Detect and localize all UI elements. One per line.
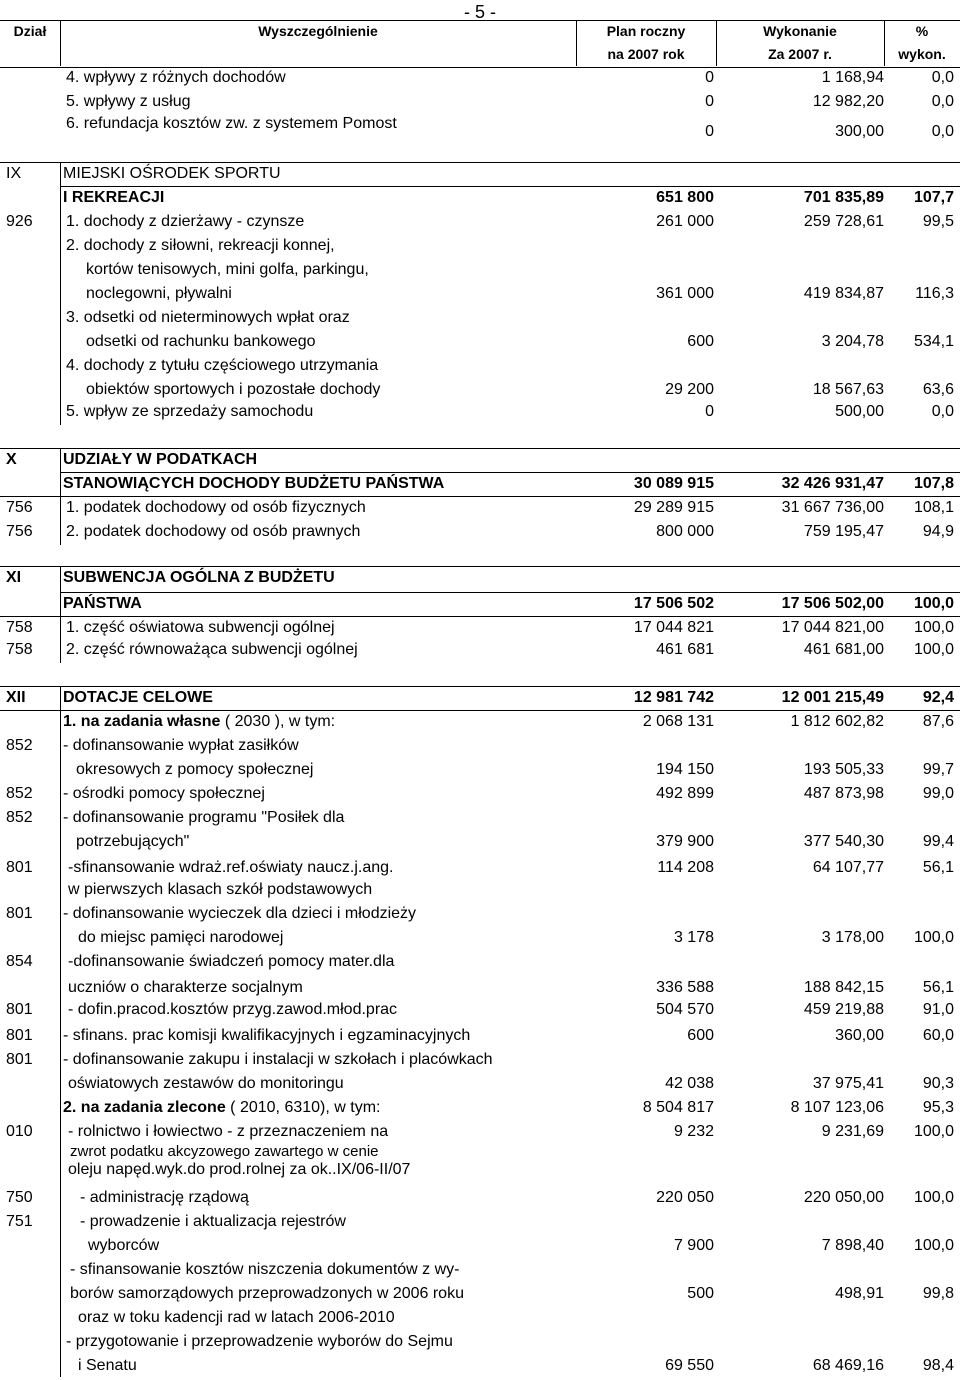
cell-description: [66, 616, 335, 640]
cell-wykonanie: 259 728,61: [803, 213, 884, 230]
cell-pct: 100,0: [913, 1189, 954, 1206]
cell-description-text: - ośrodki pomocy społecznej: [63, 785, 265, 802]
cell-pct: 0,0: [931, 93, 954, 110]
cell-description: [86, 330, 316, 354]
cell-description: [68, 1072, 344, 1096]
cell-wykonanie: 377 540,30: [803, 833, 884, 850]
cell-description: [66, 400, 313, 424]
cell-pct: 534,1: [913, 333, 954, 350]
cell-description: [80, 1210, 346, 1234]
cell-wykonanie: 1 168,94: [821, 69, 884, 86]
table-row: [0, 234, 960, 258]
table-row: [0, 66, 960, 90]
cell-description-text: - dofin.pracod.kosztów przyg.zawod.młod.prac: [68, 1001, 398, 1018]
cell-description-text: - dofinansowanie zakupu i instalacji w szkołach i placówkach: [63, 1051, 493, 1068]
cell-wykonanie: 500,00: [835, 403, 884, 420]
cell-pct: 95,3: [922, 1099, 954, 1116]
cell-description-text: 3. odsetki od nieterminowych wpłat oraz: [66, 309, 350, 326]
cell-description-bold: 2. na zadania zlecone: [63, 1099, 226, 1116]
cell-description-text: - dofinansowanie programu "Posiłek dla: [63, 809, 345, 826]
cell-pct: 98,4: [922, 1357, 954, 1374]
table-row: [0, 258, 960, 282]
cell-plan: 2 068 131: [642, 713, 714, 730]
cell-wykonanie: 3 178,00: [821, 929, 884, 946]
table-row: [0, 592, 960, 616]
cell-description: [78, 1306, 395, 1330]
header-plan: Plan roczny: [606, 23, 686, 39]
cell-plan: 0: [705, 69, 714, 86]
cell-description-text: obiektów sportowych i pozostałe dochody: [86, 381, 381, 398]
cell-description-text: oświatowych zestawów do monitoringu: [68, 1075, 344, 1092]
table-row: [0, 1354, 960, 1378]
cell-description: [68, 976, 303, 1000]
cell-pct: 107,8: [913, 475, 954, 492]
cell-wykonanie: 461 681,00: [803, 641, 884, 658]
cell-description: [68, 878, 372, 902]
cell-description: [63, 686, 213, 710]
table-row: [0, 1258, 960, 1282]
cell-description-text: - prowadzenie i aktualizacja rejestrów: [80, 1213, 346, 1230]
cell-description: [86, 282, 232, 306]
table-row: [0, 330, 960, 354]
cell-plan: 17 506 502: [633, 595, 714, 612]
cell-description: [70, 1282, 464, 1306]
cell-wykonanie: 459 219,88: [803, 1001, 884, 1018]
cell-description: [66, 234, 335, 258]
cell-pct: 100,0: [913, 595, 954, 612]
cell-dzial: XII: [6, 689, 26, 706]
cell-wykonanie: 7 898,40: [821, 1237, 884, 1254]
table-row: [0, 976, 960, 1000]
cell-description-text: 4. dochody z tytułu częściowego utrzymania: [66, 357, 379, 374]
cell-plan: 0: [705, 403, 714, 420]
cell-plan: 336 588: [656, 979, 714, 996]
table-row: [0, 1282, 960, 1306]
table-row: [0, 1186, 960, 1210]
cell-plan: 0: [705, 123, 714, 140]
table-row: [0, 354, 960, 378]
cell-description-text: uczniów o charakterze socjalnym: [68, 979, 303, 996]
cell-description-text: - sfinansowanie kosztów niszczenia dokumentów z wy-: [70, 1261, 460, 1278]
cell-description-text: borów samorządowych przeprowadzonych w 2006 roku: [70, 1285, 464, 1302]
cell-wykonanie: 487 873,98: [803, 785, 884, 802]
cell-dzial: XI: [6, 569, 22, 586]
cell-description-bold: 1. na zadania własne: [63, 713, 221, 730]
table-row: [0, 282, 960, 306]
cell-plan: 500: [687, 1285, 714, 1302]
cell-pct: 0,0: [931, 123, 954, 140]
cell-wykonanie: 498,91: [835, 1285, 884, 1302]
cell-pct: 60,0: [922, 1027, 954, 1044]
cell-plan: 29 200: [665, 381, 714, 398]
cell-plan: 261 000: [656, 213, 714, 230]
cell-description: [66, 210, 304, 234]
cell-description-text: i Senatu: [78, 1357, 137, 1374]
cell-wykonanie: 17 044 821,00: [781, 619, 884, 636]
cell-description-text: do miejsc pamięci narodowej: [78, 929, 284, 946]
cell-description-text: - dofinansowanie wycieczek dla dzieci i młodzieży: [63, 905, 417, 922]
cell-plan: 29 289 915: [633, 499, 714, 516]
cell-wykonanie: 18 567,63: [812, 381, 884, 398]
cell-description-text: 4. wpływy z różnych dochodów: [66, 69, 286, 86]
cell-plan: 600: [687, 333, 714, 350]
cell-dzial: 852: [6, 737, 33, 754]
cell-dzial: 801: [6, 1027, 33, 1044]
cell-description-text: PAŃSTWA: [63, 595, 142, 612]
cell-pct: 0,0: [931, 69, 954, 86]
cell-dzial: 758: [6, 641, 33, 658]
cell-plan: 504 570: [656, 1001, 714, 1018]
cell-pct: 63,6: [922, 381, 954, 398]
cell-plan: 30 089 915: [633, 475, 714, 492]
table-row: [0, 306, 960, 330]
table-row: [0, 1234, 960, 1258]
cell-description: [63, 448, 257, 472]
table-row: [0, 926, 960, 950]
cell-description: [63, 734, 299, 758]
table-row: [0, 998, 960, 1022]
cell-dzial: 852: [6, 809, 33, 826]
cell-wykonanie: 701 835,89: [803, 189, 884, 206]
cell-wykonanie: 220 050,00: [803, 1189, 884, 1206]
cell-description-text: MIEJSKI OŚRODEK SPORTU: [63, 165, 281, 182]
cell-wykonanie: 9 231,69: [821, 1123, 884, 1140]
cell-wykonanie: 31 667 736,00: [781, 499, 884, 516]
cell-description: [76, 758, 313, 782]
cell-plan: 12 981 742: [633, 689, 714, 706]
cell-description: [66, 90, 191, 114]
table-row: [0, 112, 960, 140]
cell-wykonanie: 32 426 931,47: [781, 475, 884, 492]
table-row: [0, 90, 960, 114]
cell-description-text: UDZIAŁY W PODATKACH: [63, 451, 258, 468]
cell-plan: 492 899: [656, 785, 714, 802]
cell-plan: 17 044 821: [633, 619, 714, 636]
page-number: - 5 -: [463, 2, 496, 22]
cell-dzial: 801: [6, 905, 33, 922]
cell-description-text: 5. wpływ ze sprzedaży samochodu: [66, 403, 314, 420]
cell-plan: 42 038: [665, 1075, 714, 1092]
cell-wykonanie: 193 505,33: [803, 761, 884, 778]
table-row: [0, 1024, 960, 1048]
cell-plan: 8 504 817: [642, 1099, 714, 1116]
cell-description: [63, 710, 335, 734]
cell-wykonanie: 3 204,78: [821, 333, 884, 350]
cell-description-text: wyborców: [88, 1237, 160, 1254]
cell-dzial: 926: [6, 213, 33, 230]
cell-description: [63, 162, 281, 186]
cell-description: [66, 520, 360, 544]
table-row: [0, 1306, 960, 1330]
cell-description: [66, 306, 350, 330]
table-row: [0, 472, 960, 496]
cell-description-text: SUBWENCJA OGÓLNA Z BUDŻETU: [63, 569, 335, 586]
cell-dzial: 756: [6, 499, 33, 516]
cell-pct: 87,6: [922, 713, 954, 730]
cell-description: [66, 66, 286, 90]
cell-description-text: kortów tenisowych, mini golfa, parkingu,: [86, 261, 369, 278]
table-row: [0, 878, 960, 902]
cell-plan: 461 681: [656, 641, 714, 658]
table-row: [0, 1096, 960, 1120]
cell-description-text: ( 2030 ), w tym:: [220, 713, 336, 730]
cell-description-text: okresowych z pomocy społecznej: [76, 761, 314, 778]
cell-plan: 69 550: [665, 1357, 714, 1374]
cell-dzial: 750: [6, 1189, 33, 1206]
cell-description-text: 1. dochody z dzierżawy - czynsze: [66, 213, 305, 230]
cell-description-text: DOTACJE CELOWE: [63, 689, 213, 706]
table-row: [0, 686, 960, 710]
cell-pct: 100,0: [913, 1237, 954, 1254]
cell-pct: 56,1: [922, 979, 954, 996]
cell-description: [66, 354, 378, 378]
cell-plan: 600: [687, 1027, 714, 1044]
header-dzial: Dział: [13, 23, 47, 39]
cell-description-text: odsetki od rachunku bankowego: [86, 333, 316, 350]
cell-plan: 800 000: [656, 523, 714, 540]
cell-description: [68, 1158, 410, 1182]
cell-description: [86, 378, 380, 402]
cell-wykonanie: 8 107 123,06: [790, 1099, 884, 1116]
table-row: [0, 1158, 960, 1182]
cell-plan: 194 150: [656, 761, 714, 778]
cell-pct: 100,0: [913, 929, 954, 946]
cell-wykonanie: 12 001 215,49: [781, 689, 884, 706]
cell-description: [66, 638, 358, 662]
cell-description: [63, 472, 444, 496]
cell-description: [63, 186, 164, 210]
cell-pct: 99,8: [922, 1285, 954, 1302]
cell-description: [78, 926, 283, 950]
cell-wykonanie: 17 506 502,00: [781, 595, 884, 612]
cell-plan: 114 208: [657, 859, 714, 876]
cell-wykonanie: 68 469,16: [812, 1357, 884, 1374]
cell-pct: 90,3: [922, 1075, 954, 1092]
cell-description-text: 5. wpływy z usług: [66, 93, 191, 110]
cell-description: [70, 1258, 460, 1282]
cell-description-text: -dofinansowanie świadczeń pomocy mater.dla: [68, 953, 395, 970]
header-wykonanie-year: Za 2007 r.: [768, 46, 832, 62]
cell-dzial: 751: [6, 1213, 33, 1230]
header-wykonanie: Wykonanie: [763, 23, 837, 39]
table-row: [0, 186, 960, 210]
table-row: [0, 758, 960, 782]
table-row: [0, 950, 960, 974]
cell-wykonanie: 64 107,77: [812, 859, 884, 876]
cell-description: [63, 782, 265, 806]
cell-description-text: STANOWIĄCYCH DOCHODY BUDŻETU PAŃSTWA: [63, 475, 445, 492]
table-row: [0, 496, 960, 520]
cell-pct: 100,0: [913, 1123, 954, 1140]
cell-dzial: 801: [6, 859, 33, 876]
cell-wykonanie: 759 195,47: [803, 523, 884, 540]
table-row: [0, 638, 960, 662]
table-row: [0, 448, 960, 472]
cell-description: [63, 902, 416, 926]
cell-pct: 56,1: [922, 859, 954, 876]
table-row: [0, 710, 960, 734]
cell-description-text: - rolnictwo i łowiectwo - z przeznaczeniem na: [68, 1123, 389, 1140]
cell-wykonanie: 12 982,20: [812, 93, 884, 110]
cell-plan: 220 050: [656, 1189, 714, 1206]
cell-plan: 651 800: [656, 189, 714, 206]
cell-description: [66, 112, 397, 136]
cell-dzial: 010: [6, 1123, 33, 1140]
table-row: [0, 378, 960, 402]
cell-wykonanie: 419 834,87: [803, 285, 884, 302]
cell-dzial: 801: [6, 1001, 33, 1018]
cell-description: [68, 950, 394, 974]
cell-description-text: oraz w toku kadencji rad w latach 2006-2010: [78, 1309, 395, 1326]
cell-pct: 91,0: [922, 1001, 954, 1018]
cell-pct: 99,4: [922, 833, 954, 850]
cell-dzial: 801: [6, 1051, 33, 1068]
table-row: [0, 400, 960, 424]
cell-description-text: noclegowni, pływalni: [86, 285, 232, 302]
table-row: [0, 1330, 960, 1354]
cell-pct: 107,7: [913, 189, 954, 206]
cell-description-text: 2. dochody z siłowni, rekreacji konnej,: [66, 237, 335, 254]
header-plan-year: na 2007 rok: [607, 46, 685, 62]
cell-pct: 99,5: [922, 213, 954, 230]
cell-description-text: w pierwszych klasach szkół podstawowych: [68, 881, 373, 898]
cell-description-text: 2. podatek dochodowy od osób prawnych: [66, 523, 361, 540]
table-row: [0, 734, 960, 758]
cell-dzial: 756: [6, 523, 33, 540]
cell-description-text: ( 2010, 6310), w tym:: [225, 1099, 381, 1116]
cell-pct: 99,7: [922, 761, 954, 778]
cell-wykonanie: 300,00: [835, 123, 884, 140]
cell-description: [63, 1024, 470, 1048]
table-row: [0, 1072, 960, 1096]
cell-description-text: 2. część równoważąca subwencji ogólnej: [66, 641, 358, 658]
cell-description: [63, 592, 142, 616]
cell-wykonanie: 37 975,41: [812, 1075, 884, 1092]
cell-description-text: 1. podatek dochodowy od osób fizycznych: [66, 499, 366, 516]
cell-description: [66, 496, 366, 520]
table-row: [0, 616, 960, 640]
cell-pct: 116,3: [915, 285, 954, 302]
table-row: [0, 806, 960, 830]
cell-pct: 99,0: [922, 785, 954, 802]
table-header: [0, 20, 960, 68]
table-row: [0, 1210, 960, 1234]
cell-description-text: 1. część oświatowa subwencji ogólnej: [66, 619, 335, 636]
table-row: [0, 520, 960, 544]
cell-dzial: 758: [6, 619, 33, 636]
cell-description-text: - sfinans. prac komisji kwalifikacyjnych i egzaminacyjnych: [63, 1027, 471, 1044]
cell-pct: 0,0: [931, 403, 954, 420]
cell-description: [66, 1330, 453, 1354]
cell-description: [78, 1354, 137, 1378]
cell-wykonanie: 188 842,15: [803, 979, 884, 996]
cell-pct: 100,0: [913, 619, 954, 636]
table-row: [0, 830, 960, 854]
cell-wykonanie: 360,00: [835, 1027, 884, 1044]
cell-description: [88, 1234, 159, 1258]
cell-plan: 379 900: [656, 833, 714, 850]
cell-description-text: - dofinansowanie wypłat zasiłków: [63, 737, 299, 754]
table-row: [0, 162, 960, 186]
table-row: [0, 1048, 960, 1072]
cell-dzial: 852: [6, 785, 33, 802]
cell-pct: 92,4: [922, 689, 954, 706]
table-row: [0, 210, 960, 234]
cell-plan: 0: [705, 93, 714, 110]
cell-description: [68, 998, 397, 1022]
cell-plan: 9 232: [673, 1123, 714, 1140]
cell-plan: 7 900: [673, 1237, 714, 1254]
cell-description: [76, 830, 189, 854]
cell-description-text: I REKREACJI: [63, 189, 165, 206]
header-pct-label: wykon.: [898, 46, 946, 62]
cell-dzial: 854: [6, 953, 33, 970]
cell-description-text: -sfinansowanie wdraż.ref.oświaty naucz.j.ang.: [68, 859, 394, 876]
table-row: [0, 902, 960, 926]
header-wyszczegolnienie: Wyszczególnienie: [258, 23, 378, 39]
cell-description: [63, 1096, 380, 1120]
cell-description: [63, 566, 335, 590]
cell-description: [86, 258, 369, 282]
cell-pct: 108,1: [913, 499, 954, 516]
cell-description: [63, 1048, 493, 1072]
table-row: [0, 566, 960, 590]
cell-pct: 94,9: [922, 523, 954, 540]
cell-description-text: - administrację rządową: [80, 1189, 249, 1206]
cell-wykonanie: 1 812 602,82: [790, 713, 884, 730]
cell-description: [80, 1186, 249, 1210]
cell-description-text: potrzebujących": [76, 833, 190, 850]
cell-description-text: oleju napęd.wyk.do prod.rolnej za ok..IX/06-II/07: [68, 1161, 411, 1178]
cell-description: [68, 856, 394, 880]
cell-description-text: zwrot podatku akcyzowego zawartego w cenie: [70, 1143, 379, 1160]
cell-description-text: - przygotowanie i przeprowadzenie wyborów do Sejmu: [66, 1333, 453, 1350]
cell-description-text: 6. refundacja kosztów zw. z systemem Pomost: [66, 115, 397, 132]
header-pct: %: [915, 23, 929, 39]
cell-plan: 361 000: [656, 285, 714, 302]
table-row: [0, 782, 960, 806]
cell-pct: 100,0: [913, 641, 954, 658]
cell-plan: 3 178: [673, 929, 714, 946]
cell-description: [63, 806, 344, 830]
cell-dzial: IX: [6, 165, 22, 182]
table-row: [0, 856, 960, 880]
cell-dzial: X: [6, 451, 17, 468]
